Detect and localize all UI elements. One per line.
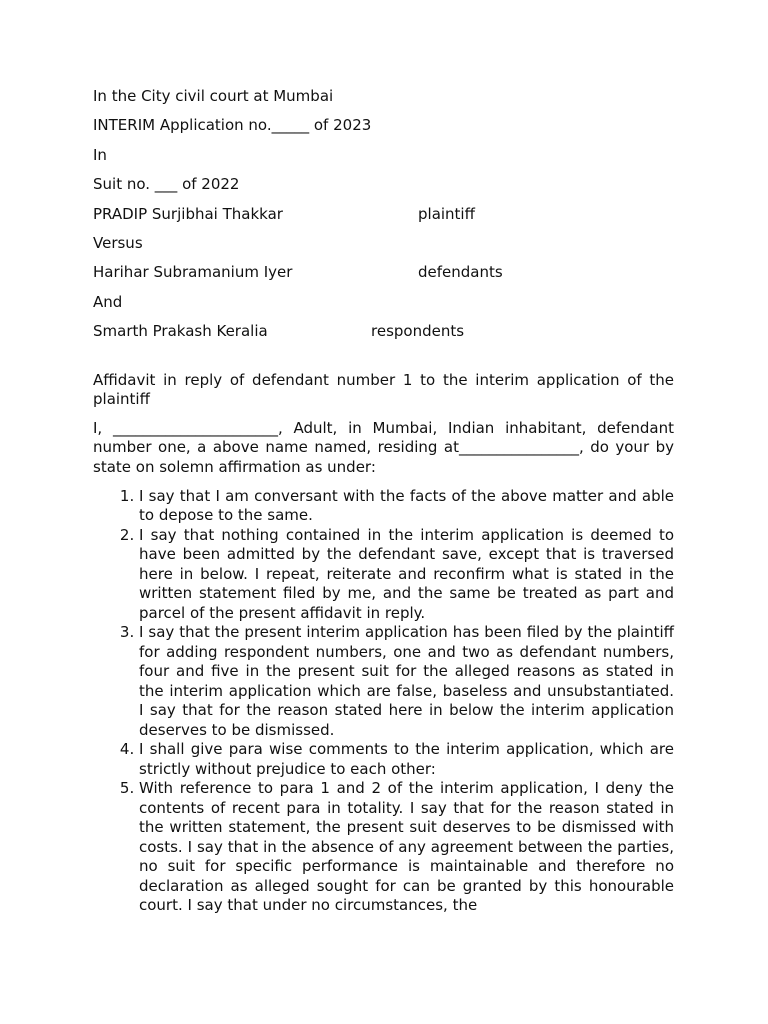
blank-spacer	[93, 351, 674, 371]
application-number: INTERIM Application no._____ of 2023	[93, 116, 372, 135]
affidavit-title: Affidavit in reply of defendant number 1 to the interim application of the plaintiff	[93, 370, 674, 409]
and-line: And	[93, 292, 123, 311]
paragraph-item: 2. I say that nothing contained in the interim application is deemed to have been admitted by the defendant save, except that is traversed here in below. I repeat, reiterate and reconfirm what is stated in the written statement filed by me, and the same be treated as part and parcel of the present affidavit in reply.	[139, 526, 674, 624]
plaintiff-name: PRADIP Surjibhai Thakkar	[93, 204, 283, 223]
in-line: In	[93, 145, 107, 164]
respondent-role: respondents	[371, 322, 465, 341]
suit-number: Suit no. ___ of 2022	[93, 175, 240, 194]
respondent-row	[93, 321, 674, 341]
respondent-name: Smarth Prakash Keralia	[93, 322, 268, 341]
court-heading: In the City civil court at Mumbai	[93, 87, 334, 105]
defendant-name: Harihar Subramanium Iyer	[93, 263, 293, 282]
paragraph-item: 3. I say that the present interim application has been filed by the plaintiff for adding respondent numbers, one and two as defendant numbers, four and five in the present suit for the alleged reasons as stated in the interim application which are false, baseless and unsubstantiated. I say that for the reason stated here in below the interim application deserves to be dismissed.	[139, 623, 674, 740]
defendant-row	[93, 262, 674, 282]
defendant-role: defendants	[418, 263, 503, 282]
affidavit-document	[93, 86, 674, 916]
paragraph-item: 1. I say that I am conversant with the facts of the above matter and able to depose to the same.	[139, 487, 674, 526]
affidavit-intro: I, ______________________, Adult, in Mumbai, Indian inhabitant, defendant number one, a above name named, residing at________________, do your by state on solemn affirmation as under:	[93, 418, 674, 476]
paragraph-item: 4. I shall give para wise comments to the interim application, which are strictly without prejudice to each other:	[139, 740, 674, 779]
plaintiff-role: plaintiff	[418, 204, 475, 223]
paragraph-item: 5. With reference to para 1 and 2 of the interim application, I deny the contents of recent para in totality. I say that for the reason stated in the written statement, the present suit deserves to be dismissed with costs. I say that in the absence of any agreement between the parties, no suit for specific performance is maintainable and therefore no declaration as alleged sought for can be granted by this honourable court. I say that under no circumstances, the	[139, 779, 674, 916]
paragraph-list	[93, 487, 674, 916]
versus-line: Versus	[93, 233, 143, 252]
plaintiff-row	[93, 204, 674, 224]
